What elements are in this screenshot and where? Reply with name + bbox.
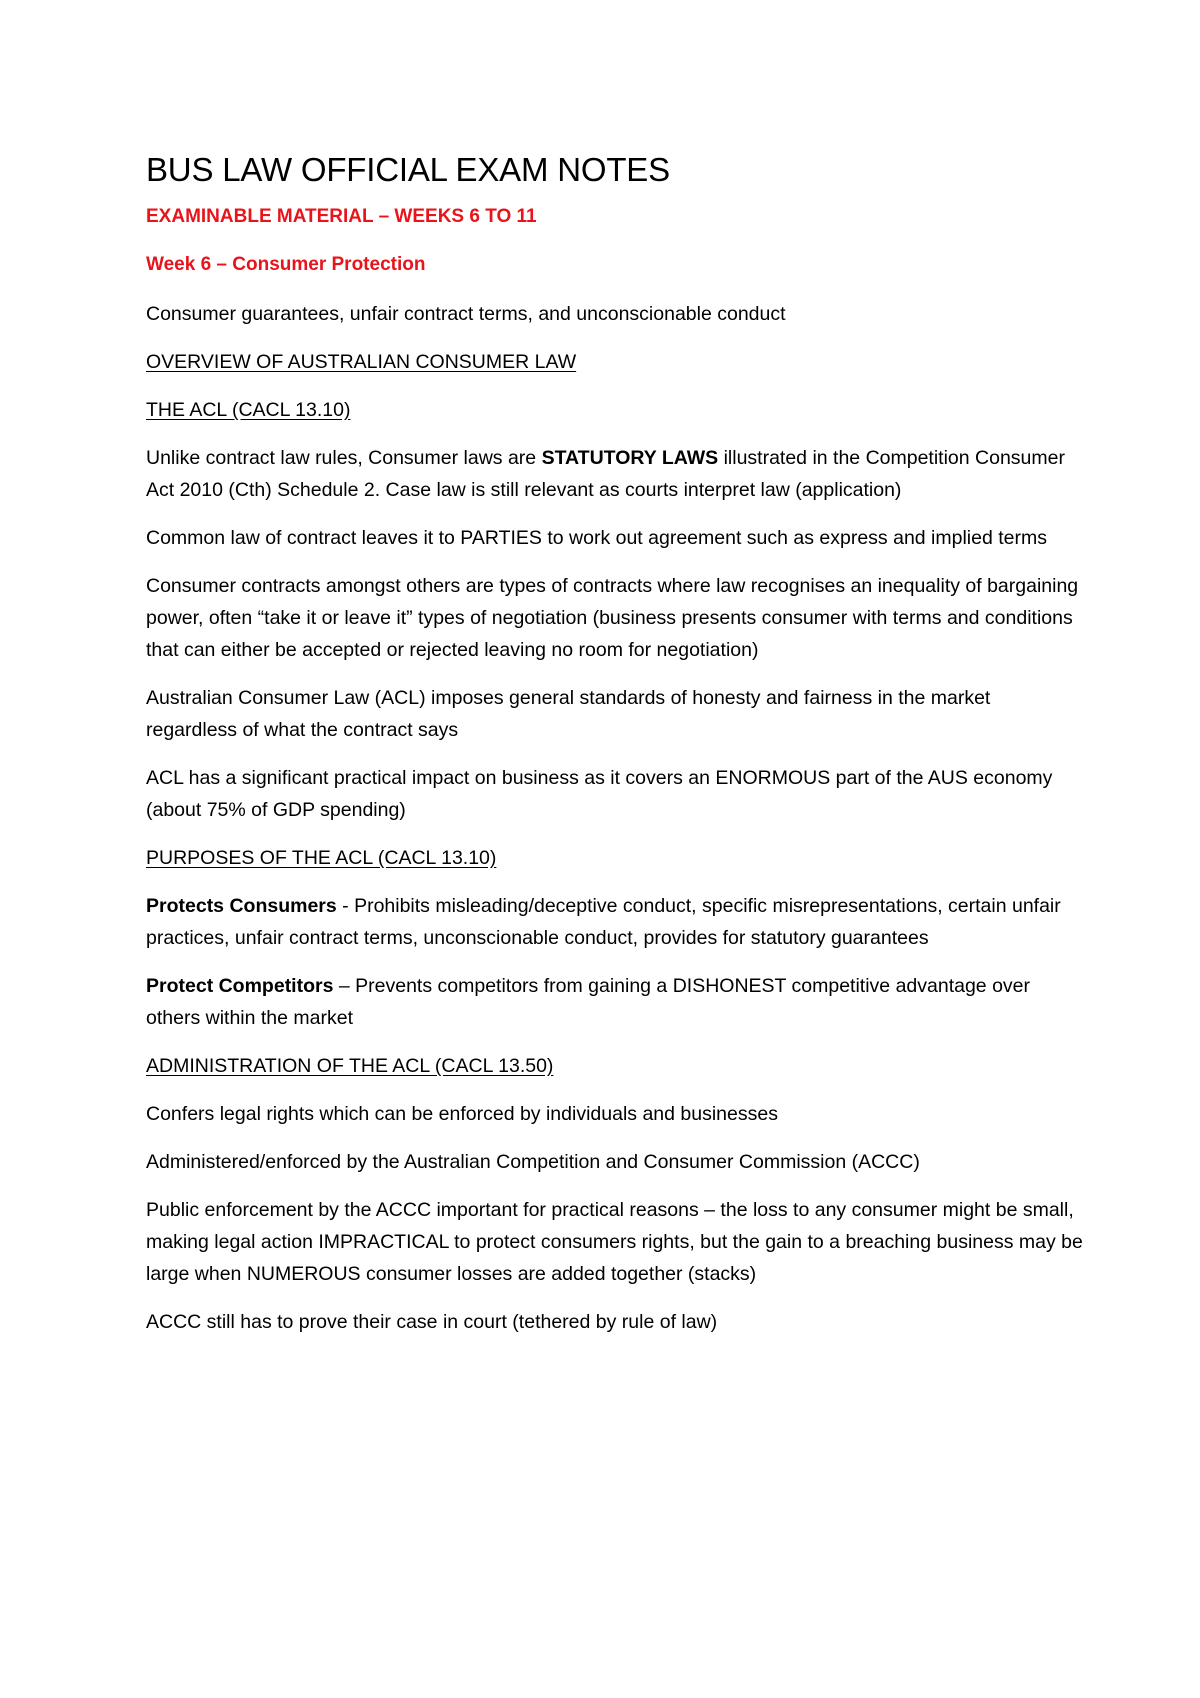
document-page (146, 150, 1086, 1354)
week-heading: Week 6 – Consumer Protection (146, 254, 426, 275)
document-title: BUS LAW OFFICIAL EXAM NOTES (146, 151, 670, 188)
common-law-paragraph: Common law of contract leaves it to PARTIES to work out agreement such as express and implied terms (146, 527, 1047, 549)
examinable-heading: EXAMINABLE MATERIAL – WEEKS 6 TO 11 (146, 206, 537, 227)
section-heading-overview: OVERVIEW OF AUSTRALIAN CONSUMER LAW (146, 351, 577, 373)
statutory-bold: STATUTORY LAWS (541, 447, 719, 469)
consumer-contracts-paragraph: Consumer contracts amongst others are types of contracts where law recognises an inequality of bargaining power, often “take it or leave it” types of negotiation (business presents consumer with terms and conditions that can either be accepted or rejected leaving no room for negotiation) (146, 575, 1079, 661)
public-enforcement-paragraph: Public enforcement by the ACCC important for practical reasons – the loss to any consumer might be small, making legal action IMPRACTICAL to protect consumers rights, but the gain to a breaching business may be large when NUMEROUS consumer losses are added together (stacks) (146, 1199, 1083, 1285)
protect-competitors-paragraph (146, 970, 1086, 1034)
protects-consumers-bold: Protects Consumers (146, 895, 337, 917)
section-heading-purposes: PURPOSES OF THE ACL (CACL 13.10) (146, 847, 497, 869)
statutory-text-after: illustrated in the Competition Consumer Act 2010 (Cth) Schedule 2. Case law is still relevant as courts interpret law (application) (146, 447, 1065, 501)
impact-paragraph: ACL has a significant practical impact on business as it covers an ENORMOUS part of the AUS economy (about 75% of GDP spending) (146, 767, 1053, 821)
prove-case-paragraph: ACCC still has to prove their case in court (tethered by rule of law) (146, 1311, 718, 1333)
administered-paragraph: Administered/enforced by the Australian Competition and Consumer Commission (ACCC) (146, 1151, 920, 1173)
section-heading-acl: THE ACL (CACL 13.10) (146, 399, 351, 421)
protect-competitors-bold: Protect Competitors (146, 975, 334, 997)
standards-paragraph: Australian Consumer Law (ACL) imposes general standards of honesty and fairness in the market regardless of what the contract says (146, 687, 991, 741)
topics-paragraph: Consumer guarantees, unfair contract terms, and unconscionable conduct (146, 303, 786, 325)
statutory-paragraph (146, 442, 1086, 506)
section-heading-administration: ADMINISTRATION OF THE ACL (CACL 13.50) (146, 1055, 554, 1077)
protects-consumers-text: - Prohibits misleading/deceptive conduct, specific misrepresentations, certain unfair practices, unfair contract terms, unconscionable conduct, provides for statutory guarantees (146, 895, 1061, 949)
protects-consumers-paragraph (146, 890, 1086, 954)
protect-competitors-text: – Prevents competitors from gaining a DISHONEST competitive advantage over others within the market (146, 975, 1030, 1029)
statutory-text-before: Unlike contract law rules, Consumer laws are (146, 447, 542, 469)
legal-rights-paragraph: Confers legal rights which can be enforced by individuals and businesses (146, 1103, 778, 1125)
